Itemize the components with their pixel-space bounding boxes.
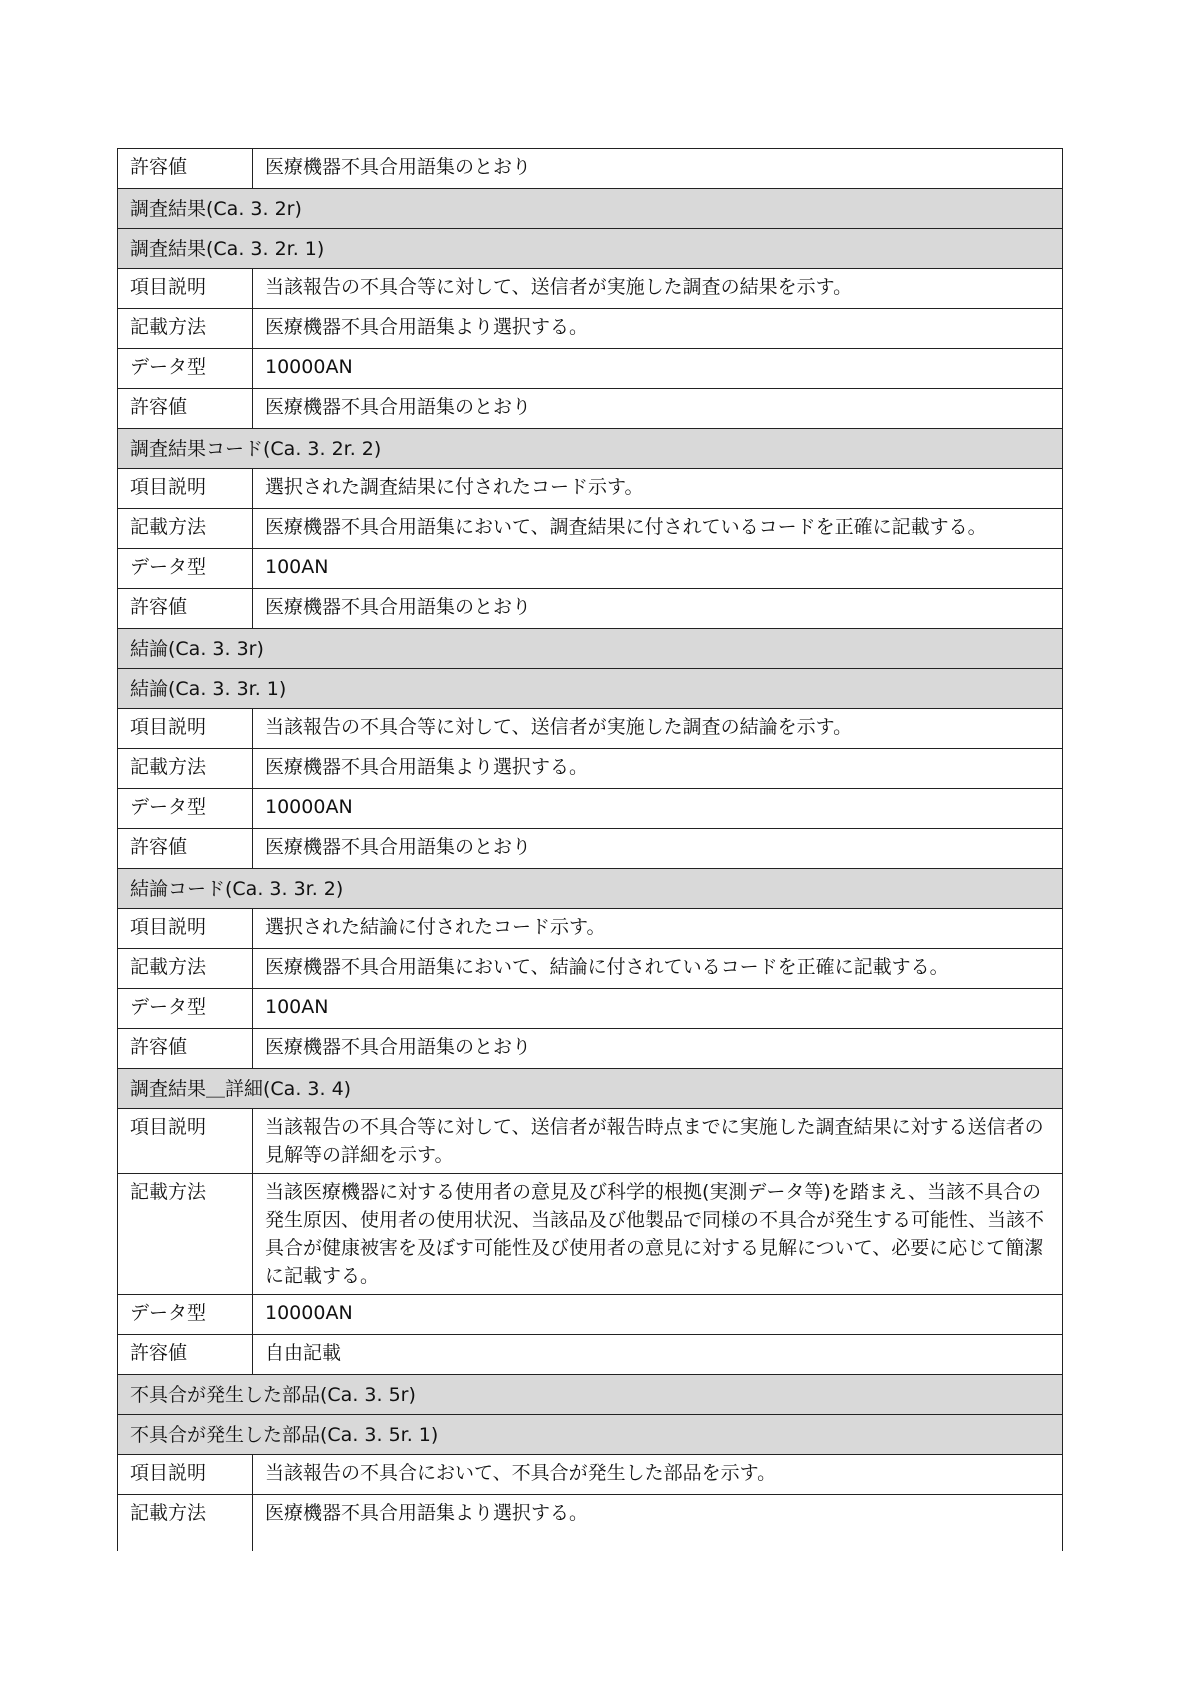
section-title: 調査結果コード(Ca. 3. 2r. 2) bbox=[118, 429, 1063, 469]
field-label: 項目説明 bbox=[118, 1455, 253, 1495]
field-value: 当該医療機器に対する使用者の意見及び科学的根拠(実測データ等)を踏まえ、当該不具合の発生原因、使用者の使用状況、当該品及び他製品で同様の不具合が発生する可能性、当該不具合が健康被害を及ぼす可能性及び使用者の意見に対する見解について、必要に応じて簡潔に記載する。 bbox=[253, 1174, 1063, 1295]
field-value: 医療機器不具合用語集のとおり bbox=[253, 149, 1063, 189]
field-value: 100AN bbox=[253, 989, 1063, 1029]
section-header-row bbox=[118, 669, 1063, 709]
table-row bbox=[118, 829, 1063, 869]
field-label: データ型 bbox=[118, 349, 253, 389]
field-value: 医療機器不具合用語集のとおり bbox=[253, 389, 1063, 429]
field-value: 10000AN bbox=[253, 349, 1063, 389]
field-label: 項目説明 bbox=[118, 1109, 253, 1174]
field-label: 許容値 bbox=[118, 1335, 253, 1375]
table-row bbox=[118, 909, 1063, 949]
field-label: 記載方法 bbox=[118, 309, 253, 349]
specification-table bbox=[117, 148, 1063, 1551]
table-row bbox=[118, 1109, 1063, 1174]
field-value: 自由記載 bbox=[253, 1335, 1063, 1375]
field-value: 100AN bbox=[253, 549, 1063, 589]
table-row bbox=[118, 1455, 1063, 1495]
section-header-row bbox=[118, 869, 1063, 909]
table-row bbox=[118, 309, 1063, 349]
field-value: 10000AN bbox=[253, 789, 1063, 829]
section-header-row bbox=[118, 629, 1063, 669]
field-value: 医療機器不具合用語集より選択する。 bbox=[253, 749, 1063, 789]
field-label: 記載方法 bbox=[118, 509, 253, 549]
table-row bbox=[118, 509, 1063, 549]
section-title: 結論コード(Ca. 3. 3r. 2) bbox=[118, 869, 1063, 909]
field-value: 当該報告の不具合において、不具合が発生した部品を示す。 bbox=[253, 1455, 1063, 1495]
section-title: 調査結果(Ca. 3. 2r. 1) bbox=[118, 229, 1063, 269]
field-label: 許容値 bbox=[118, 389, 253, 429]
field-value: 当該報告の不具合等に対して、送信者が実施した調査の結果を示す。 bbox=[253, 269, 1063, 309]
field-value: 当該報告の不具合等に対して、送信者が実施した調査の結論を示す。 bbox=[253, 709, 1063, 749]
section-title: 結論(Ca. 3. 3r. 1) bbox=[118, 669, 1063, 709]
table-row bbox=[118, 389, 1063, 429]
field-label: 項目説明 bbox=[118, 709, 253, 749]
table-row bbox=[118, 589, 1063, 629]
table-row bbox=[118, 149, 1063, 189]
section-title: 調査結果(Ca. 3. 2r) bbox=[118, 189, 1063, 229]
field-label: データ型 bbox=[118, 789, 253, 829]
field-value: 医療機器不具合用語集のとおり bbox=[253, 589, 1063, 629]
table-row bbox=[118, 989, 1063, 1029]
section-header-row bbox=[118, 429, 1063, 469]
section-header-row bbox=[118, 189, 1063, 229]
field-label: データ型 bbox=[118, 989, 253, 1029]
field-label: 項目説明 bbox=[118, 469, 253, 509]
table-row bbox=[118, 949, 1063, 989]
section-header-row bbox=[118, 229, 1063, 269]
field-label: 記載方法 bbox=[118, 949, 253, 989]
section-title: 不具合が発生した部品(Ca. 3. 5r. 1) bbox=[118, 1415, 1063, 1455]
table-row bbox=[118, 749, 1063, 789]
table-row bbox=[118, 269, 1063, 309]
table-row bbox=[118, 1335, 1063, 1375]
field-label: 許容値 bbox=[118, 149, 253, 189]
table-row bbox=[118, 549, 1063, 589]
table-row bbox=[118, 469, 1063, 509]
field-label: 記載方法 bbox=[118, 1495, 253, 1552]
field-label: 項目説明 bbox=[118, 269, 253, 309]
field-label: 許容値 bbox=[118, 1029, 253, 1069]
field-value: 当該報告の不具合等に対して、送信者が報告時点までに実施した調査結果に対する送信者の見解等の詳細を示す。 bbox=[253, 1109, 1063, 1174]
field-value: 医療機器不具合用語集において、結論に付されているコードを正確に記載する。 bbox=[253, 949, 1063, 989]
field-value: 10000AN bbox=[253, 1295, 1063, 1335]
field-label: 許容値 bbox=[118, 589, 253, 629]
table-row bbox=[118, 349, 1063, 389]
field-value: 医療機器不具合用語集のとおり bbox=[253, 1029, 1063, 1069]
section-title: 結論(Ca. 3. 3r) bbox=[118, 629, 1063, 669]
field-value: 医療機器不具合用語集より選択する。 bbox=[253, 1495, 1063, 1552]
field-label: 許容値 bbox=[118, 829, 253, 869]
field-value: 選択された結論に付されたコード示す。 bbox=[253, 909, 1063, 949]
field-value: 医療機器不具合用語集のとおり bbox=[253, 829, 1063, 869]
field-label: 項目説明 bbox=[118, 909, 253, 949]
field-value: 医療機器不具合用語集より選択する。 bbox=[253, 309, 1063, 349]
field-value: 選択された調査結果に付されたコード示す。 bbox=[253, 469, 1063, 509]
section-title: 不具合が発生した部品(Ca. 3. 5r) bbox=[118, 1375, 1063, 1415]
table-row bbox=[118, 1029, 1063, 1069]
table-row bbox=[118, 1495, 1063, 1552]
field-label: データ型 bbox=[118, 1295, 253, 1335]
field-value: 医療機器不具合用語集において、調査結果に付されているコードを正確に記載する。 bbox=[253, 509, 1063, 549]
table-row bbox=[118, 1174, 1063, 1295]
section-title: 調査結果＿詳細(Ca. 3. 4) bbox=[118, 1069, 1063, 1109]
table-row bbox=[118, 789, 1063, 829]
field-label: 記載方法 bbox=[118, 1174, 253, 1295]
section-header-row bbox=[118, 1375, 1063, 1415]
field-label: データ型 bbox=[118, 549, 253, 589]
field-label: 記載方法 bbox=[118, 749, 253, 789]
section-header-row bbox=[118, 1069, 1063, 1109]
section-header-row bbox=[118, 1415, 1063, 1455]
table-row bbox=[118, 709, 1063, 749]
table-row bbox=[118, 1295, 1063, 1335]
